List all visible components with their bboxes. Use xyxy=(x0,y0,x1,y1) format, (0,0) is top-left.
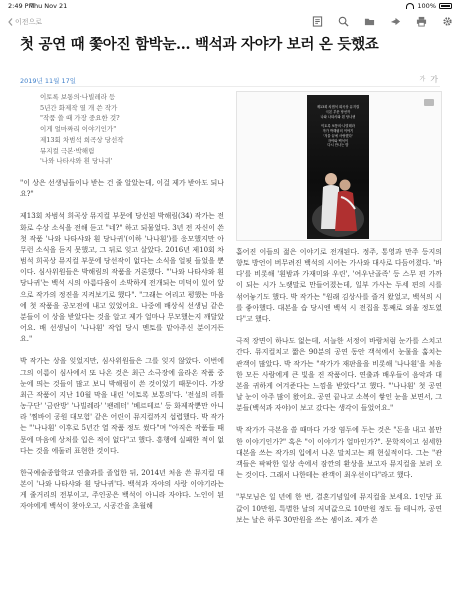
paragraph: 한국예술종합학교 연출과를 졸업한 뒤, 2014년 처음 쓴 뮤지컬 대본이 '나와 나타샤와 흰 당나귀'다. 백석과 자야의 사랑 이야기라는 게 줄거리의 전부이고, 주인공은 백석이 아니라 자야다. 노인이 된 자야에게 백석이 찾아오고, 시공간을 초월해 xyxy=(20,469,224,511)
poster-figures xyxy=(311,139,365,239)
header-divider xyxy=(20,86,440,87)
status-time: 2:49 PM xyxy=(8,2,35,10)
musical-poster xyxy=(307,95,369,239)
poster-line: 이토록 보통의·나빌레라 xyxy=(321,124,355,129)
subhead-line: 이토록 보통의·나빌레라 등 xyxy=(40,93,116,101)
font-decrease-button[interactable]: 가 xyxy=(419,76,426,83)
publish-date: 2019년 11월 17일 xyxy=(20,77,77,85)
status-date: Thu Nov 21 xyxy=(30,2,68,10)
article-headline: 첫 공연 때 쫓아진 함박눈… 백석과 자야가 보러 온 듯했죠 xyxy=(20,36,379,53)
font-size-controls xyxy=(419,74,438,85)
poster-line: 제13회 차범석 희곡상 뮤지컬 xyxy=(316,105,360,109)
subhead-line: 뮤지컬 극본·박해림 xyxy=(40,146,95,155)
folder-icon[interactable] xyxy=(363,15,376,28)
article-photo[interactable] xyxy=(236,91,442,241)
search-icon[interactable] xyxy=(337,15,350,28)
subhead-line: 이게 얼마짜리 이야기인가" xyxy=(40,125,117,134)
paragraph: "이 상은 선생님들이나 받는 건 줄 알았는데, 이걸 제가 받아도 되나요?" xyxy=(20,179,224,199)
expand-photo-icon[interactable] xyxy=(424,99,434,106)
back-label: 이전으로 xyxy=(15,18,43,26)
share-icon[interactable] xyxy=(389,15,402,28)
poster-line: 극본 부문 당선작 xyxy=(325,109,351,114)
toolbar-actions xyxy=(311,15,454,28)
article-body-right xyxy=(236,247,442,526)
subhead-line: '나와 나타샤와 흰 당나귀' xyxy=(40,157,113,166)
poster-line: '겨울 끝에 사랑했다' xyxy=(323,133,353,138)
article-subheads xyxy=(40,92,220,167)
paragraph: 극적 장면이 하나도 없는데, 서늘한 서정이 바람처럼 눈가를 스치고 간다. 뮤지컬치고 짧은 90분의 공연 동안 객석에서 눈물을 훔치는 관객이 많았다. 박 작가는 "작가가 재판을을 비롯해 '나나흰'을 처음한 모든 사람에게 큰 빛을 진 작품이다. 연출과 배우들이 음악과 대본을 귀하게 여겨준다는 느낌을 받았다"고 했다. "'나나흰' 첫 공연 날 눈이 아주 많이 왔어요. 공연 끝나고 소복이 쌓인 눈을 보면서, 그분들(백석과 자야)이 보고 갔다는 생각이 들었어요." xyxy=(236,337,442,413)
battery-percent: 100% xyxy=(417,2,436,10)
poster-line: 자야와 백석이 xyxy=(327,138,349,143)
poster-line: 나와 나타샤와 흰 당나귀 xyxy=(320,114,356,119)
subhead-line: "작품 쓸 때 가장 중요한 것? xyxy=(40,114,120,123)
print-icon[interactable] xyxy=(415,15,428,28)
subhead-line: 제13회 차범석 희곡상 당선작 xyxy=(40,135,124,144)
status-right xyxy=(406,2,452,10)
status-bar xyxy=(0,0,460,12)
poster-line: 다시 만나는 밤 xyxy=(327,143,349,148)
paragraph: "부모님은 일 년에 한 번, 결혼기념일에 뮤지컬을 보세요. 1인당 표 값이 10만원, 특별한 날의 저녁값으로 10만원 정도 들 테니까, 공연 보는 날은 하루 30만원을 쓰는 셈이죠. 제가 쓴 xyxy=(236,493,442,524)
memo-icon[interactable] xyxy=(311,15,324,28)
gear-icon[interactable] xyxy=(441,15,454,28)
paragraph: 제13회 차범석 희곡상 뮤지컬 부문에 당선된 박해림(34) 작가는 전화로 수상 소식을 전해 듣고 "네?" 하고 되물었다. 3년 전 자신이 쓴 첫 작품 '나와 나타샤와 흰 당나귀'(이하 '나나흰')를 응모했지만 아무런 소식을 듣지 못했고, 그 뒤로 잊고 살았다. 2016년 제10회 차범석 희곡상 뮤지컬 부문에 당선작이 없다는 소식을 얼핏 들었을 뿐이다. 심사위원들은 박해림의 작품을 거론했다. "'나와 나타샤와 흰 당나귀'는 백석 시의 아름다움이 소박하게 전개되는 미덕이 있어 앞으로 작가의 정진을 지켜보기로 했다". "그래는 여리고 평했는 마음에 첫 작품을 공모전에 내고 있었어요. 나중에 배상식 선생님 같은 분들이 이 상을 받았다는 것을 알고 제가 얼마나 무모했는지 깨달았어요. 배 선생님이 '나나흰' 작업 당시 멘토를 맡아주신 분이거든요." xyxy=(20,212,224,344)
back-button[interactable] xyxy=(8,17,42,27)
subhead-line: 5년간 화제작 열 개 쓴 작가 xyxy=(40,103,118,112)
paragraph: 박 작가는 상을 잊었지만, 심사위원들은 그를 잊지 않았다. 이번에 그의 이름이 심사에서 또 나온 것은 최근 소극장에 올라온 작품 중 눈에 띄는 것들이 많고 보니 박해림이 쓴 것이었기 때문이다. 가장 최근 작품이 지난 10월 막을 내린 '이토록 보통의'다. '전설의 리틀 농구단' '금란방' '나빌레라' '팬레터' '베르테르' 등 화제작뿐만 아니라 '찜바이 공원 대모험' 같은 어린이 뮤지컬까지 섭렵했다. 박 작가는 "'나나흰' 이후로 5년간 열 작품 정도 썼다"며 "아직은 작품들 때문에 마음에 상처를 입은 적이 없다"고 했다. 흥행에 실패한 적이 없다는 것을 에둘러 표현한 것이다. xyxy=(20,357,224,455)
article-body-left xyxy=(20,178,224,513)
chevron-left-icon xyxy=(8,18,13,26)
reader-toolbar xyxy=(0,12,460,32)
paragraph: 흩어진 이들의 젊은 이야기로 전개된다. 정주, 통영과 만주 등지의 향토 방언이 버무려진 백석의 시어는 가사와 대사로 다듬어졌다. '바다'를 비롯해 '흰밤과 가재미와 우린', '여우난골족' 등 스무 편 가까이 되는 시가 노랫말로 만들어졌는데, 일부 가사는 두세 편의 시를 섞어놓기도 했다. 박 작가는 "원래 김상사를 즐겨 왔었고, 백석의 시를 좋아했다. 대본을 습 당시엔 백석 시 전집을 통째로 외울 정도였다"고 했다. xyxy=(236,248,442,323)
poster-line: 작가 박해림의 이야기 xyxy=(322,128,354,133)
font-increase-button[interactable]: 가 xyxy=(430,75,438,84)
battery-icon xyxy=(439,3,452,9)
wifi-icon xyxy=(406,3,414,9)
paragraph: 박 작가가 극본을 쓸 때마다 가장 염두에 두는 것은 "돈을 내고 볼만한 이야기인가?" 혹은 "이 이야기가 얼마인가?". 문학적이고 섬세한 대본을 쓰는 작가의 입에서 나온 말치고는 꽤 현실적이다. 그는 "관객들은 팍팍한 일상 속에서 잠깐의 환상을 보고자 뮤지컬을 보러 오는 것이다. 그래서 나한테는 관객이 최우선이다"라고 했다. xyxy=(236,426,442,480)
